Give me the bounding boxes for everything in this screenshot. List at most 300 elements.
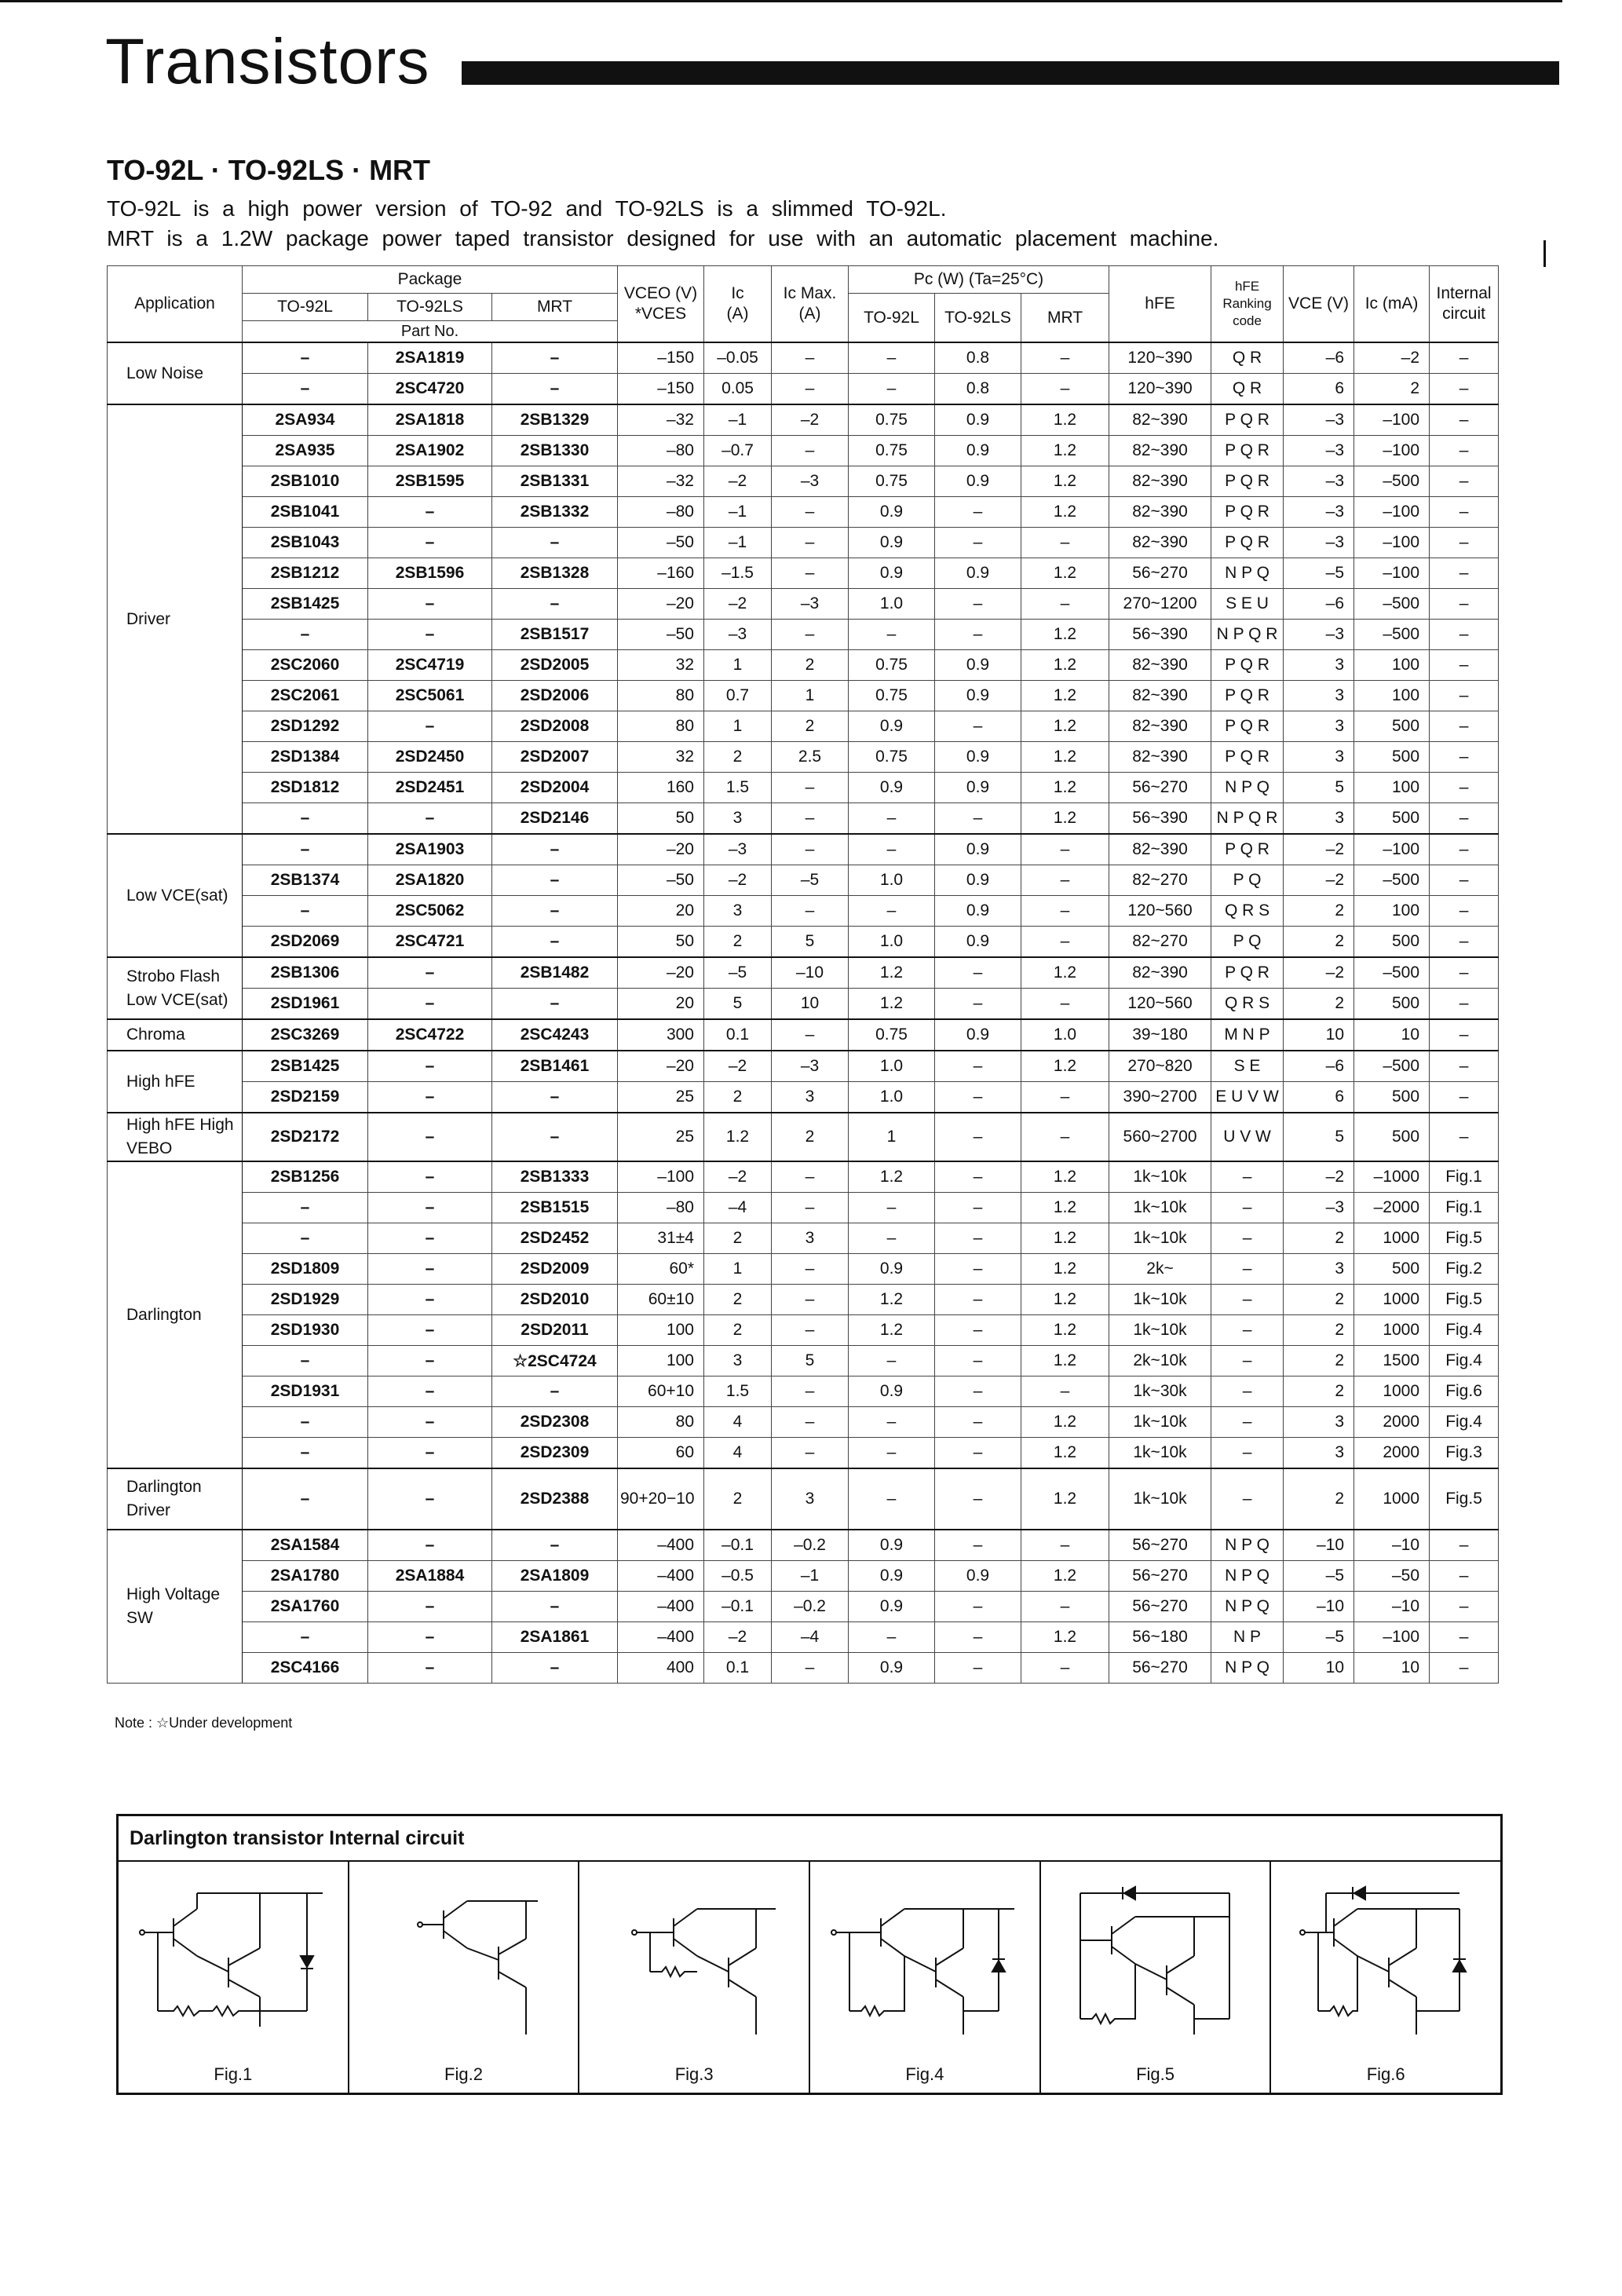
table-cell: 1.0 bbox=[849, 589, 935, 620]
table-cell: N P Q bbox=[1211, 1592, 1284, 1622]
table-row bbox=[108, 773, 1499, 803]
table-cell: 80 bbox=[618, 1407, 704, 1438]
table-cell: 0.05 bbox=[704, 374, 772, 405]
table-cell: 0.75 bbox=[849, 650, 935, 681]
table-cell: 2SB1041 bbox=[243, 497, 368, 528]
table-cell: 82~270 bbox=[1109, 927, 1211, 958]
table-cell: 1.2 bbox=[1021, 803, 1109, 835]
table-cell: – bbox=[935, 1622, 1021, 1653]
table-cell: – bbox=[368, 1377, 492, 1407]
table-cell: 2SA1780 bbox=[243, 1561, 368, 1592]
fig-1 bbox=[119, 1862, 349, 2094]
table-cell: Fig.5 bbox=[1430, 1223, 1499, 1254]
table-cell: – bbox=[368, 1530, 492, 1561]
table-cell: –3 bbox=[1284, 528, 1354, 558]
table-cell: – bbox=[1211, 1254, 1284, 1285]
table-cell: – bbox=[1430, 374, 1499, 405]
table-cell: 1.2 bbox=[1021, 681, 1109, 711]
table-cell: 2SD1812 bbox=[243, 773, 368, 803]
table-cell: 82~390 bbox=[1109, 957, 1211, 989]
table-cell: 0.9 bbox=[935, 436, 1021, 466]
table-cell: – bbox=[243, 803, 368, 835]
table-cell: – bbox=[368, 1315, 492, 1346]
table-cell: E U V W bbox=[1211, 1082, 1284, 1113]
table-cell: – bbox=[1430, 681, 1499, 711]
table-cell: –400 bbox=[618, 1592, 704, 1622]
table-cell: M N P bbox=[1211, 1019, 1284, 1051]
table-cell: – bbox=[1430, 589, 1499, 620]
table-row bbox=[108, 742, 1499, 773]
table-cell: 82~390 bbox=[1109, 742, 1211, 773]
table-row bbox=[108, 558, 1499, 589]
table-cell: 82~390 bbox=[1109, 404, 1211, 436]
table-cell: –5 bbox=[1284, 1622, 1354, 1653]
table-cell: 0.9 bbox=[849, 1377, 935, 1407]
table-cell: 20 bbox=[618, 896, 704, 927]
col-hfe: hFE bbox=[1109, 266, 1211, 343]
table-cell: –100 bbox=[1354, 436, 1430, 466]
table-cell: 1.2 bbox=[849, 1161, 935, 1193]
table-cell: – bbox=[849, 1468, 935, 1530]
table-cell: – bbox=[1211, 1407, 1284, 1438]
table-cell: – bbox=[935, 1285, 1021, 1315]
table-cell: –2 bbox=[704, 589, 772, 620]
table-cell: 0.9 bbox=[935, 834, 1021, 865]
table-cell: 1.2 bbox=[1021, 436, 1109, 466]
table-row bbox=[108, 1051, 1499, 1082]
col-to92ls: TO-92LS bbox=[368, 294, 492, 321]
table-cell: 1.2 bbox=[1021, 497, 1109, 528]
col-hfe-rank bbox=[1211, 266, 1284, 343]
table-cell: – bbox=[849, 1223, 935, 1254]
table-cell: – bbox=[935, 803, 1021, 835]
fig-3-schematic bbox=[587, 1870, 799, 2042]
table-cell: 2SD2146 bbox=[492, 803, 618, 835]
table-cell: – bbox=[368, 1468, 492, 1530]
table-cell: 56~270 bbox=[1109, 1653, 1211, 1684]
table-row bbox=[108, 989, 1499, 1020]
table-cell: 500 bbox=[1354, 1113, 1430, 1161]
table-cell: – bbox=[772, 497, 849, 528]
fig-3 bbox=[579, 1862, 810, 2094]
table-cell: –5 bbox=[772, 865, 849, 896]
table-cell: 2 bbox=[704, 742, 772, 773]
table-cell: 0.75 bbox=[849, 404, 935, 436]
table-cell: – bbox=[1021, 589, 1109, 620]
table-cell: – bbox=[368, 1193, 492, 1223]
table-cell: – bbox=[935, 1346, 1021, 1377]
table-cell: 1k~10k bbox=[1109, 1468, 1211, 1530]
table-cell: 2SD1384 bbox=[243, 742, 368, 773]
table-cell: – bbox=[368, 528, 492, 558]
table-cell: 56~390 bbox=[1109, 803, 1211, 835]
table-cell: –0.5 bbox=[704, 1561, 772, 1592]
table-cell: – bbox=[1430, 865, 1499, 896]
table-cell: 1.2 bbox=[1021, 1407, 1109, 1438]
table-cell: – bbox=[849, 1622, 935, 1653]
table-cell: –1 bbox=[772, 1561, 849, 1592]
table-row bbox=[108, 865, 1499, 896]
table-row bbox=[108, 1346, 1499, 1377]
col-hfe-rank-line1: hFE bbox=[1234, 279, 1260, 294]
table-cell: 2k~10k bbox=[1109, 1346, 1211, 1377]
table-cell: –1 bbox=[704, 497, 772, 528]
table-cell: Q R S bbox=[1211, 896, 1284, 927]
table-cell: – bbox=[849, 896, 935, 927]
table-cell: –80 bbox=[618, 436, 704, 466]
table-cell: –500 bbox=[1354, 466, 1430, 497]
col-pc-mrt: MRT bbox=[1021, 294, 1109, 343]
table-cell: – bbox=[368, 957, 492, 989]
table-cell: –3 bbox=[1284, 497, 1354, 528]
table-cell: –6 bbox=[1284, 342, 1354, 374]
table-cell: 2SC4166 bbox=[243, 1653, 368, 1684]
table-cell: 2SB1331 bbox=[492, 466, 618, 497]
table-cell: – bbox=[1021, 342, 1109, 374]
table-cell: –5 bbox=[1284, 1561, 1354, 1592]
table-cell: 2SB1374 bbox=[243, 865, 368, 896]
table-cell: –2 bbox=[1284, 834, 1354, 865]
table-cell: – bbox=[492, 1082, 618, 1113]
table-cell: –10 bbox=[772, 957, 849, 989]
application-cell: Driver bbox=[108, 404, 243, 834]
table-cell: 2SB1515 bbox=[492, 1193, 618, 1223]
table-cell: 0.9 bbox=[935, 681, 1021, 711]
table-cell: 2SB1517 bbox=[492, 620, 618, 650]
table-cell: 1.5 bbox=[704, 1377, 772, 1407]
table-cell: –100 bbox=[618, 1161, 704, 1193]
table-cell: – bbox=[935, 1161, 1021, 1193]
col-icmax bbox=[772, 266, 849, 343]
table-cell: – bbox=[1021, 374, 1109, 405]
col-ic-ma: Ic (mA) bbox=[1354, 266, 1430, 343]
table-cell: 2SD2007 bbox=[492, 742, 618, 773]
table-cell: 80 bbox=[618, 711, 704, 742]
table-cell: – bbox=[772, 528, 849, 558]
table-cell: 120~560 bbox=[1109, 896, 1211, 927]
table-cell: 2 bbox=[1284, 1377, 1354, 1407]
table-cell: – bbox=[1021, 1653, 1109, 1684]
table-row bbox=[108, 589, 1499, 620]
table-row bbox=[108, 957, 1499, 989]
table-cell: 1.2 bbox=[1021, 558, 1109, 589]
table-cell: – bbox=[1430, 497, 1499, 528]
table-cell: P Q R bbox=[1211, 650, 1284, 681]
fig-4-schematic bbox=[818, 1870, 1030, 2042]
table-cell: 2SC4243 bbox=[492, 1019, 618, 1051]
table-cell: 1k~10k bbox=[1109, 1223, 1211, 1254]
table-cell: 500 bbox=[1354, 989, 1430, 1020]
table-cell: 0.75 bbox=[849, 466, 935, 497]
table-cell: 50 bbox=[618, 803, 704, 835]
table-cell: – bbox=[935, 1592, 1021, 1622]
table-cell: 0.75 bbox=[849, 681, 935, 711]
table-cell: Fig.4 bbox=[1430, 1346, 1499, 1377]
table-cell: –500 bbox=[1354, 957, 1430, 989]
table-cell: – bbox=[368, 1051, 492, 1082]
table-row bbox=[108, 436, 1499, 466]
table-cell: 2SD2309 bbox=[492, 1438, 618, 1469]
table-cell: 1000 bbox=[1354, 1377, 1430, 1407]
table-cell: 10 bbox=[1284, 1653, 1354, 1684]
table-cell: 1.2 bbox=[1021, 1561, 1109, 1592]
table-cell: – bbox=[243, 342, 368, 374]
table-cell: –50 bbox=[618, 620, 704, 650]
table-cell: 2 bbox=[772, 1113, 849, 1161]
table-cell: –4 bbox=[772, 1622, 849, 1653]
table-cell: – bbox=[935, 1407, 1021, 1438]
table-row bbox=[108, 803, 1499, 835]
table-cell: 2SB1425 bbox=[243, 589, 368, 620]
table-cell: –20 bbox=[618, 834, 704, 865]
table-cell: 82~390 bbox=[1109, 711, 1211, 742]
table-cell: P Q R bbox=[1211, 742, 1284, 773]
table-cell: –10 bbox=[1354, 1592, 1430, 1622]
table-row bbox=[108, 1113, 1499, 1161]
table-cell: –20 bbox=[618, 589, 704, 620]
table-cell: 2SD2008 bbox=[492, 711, 618, 742]
table-cell: –500 bbox=[1354, 1051, 1430, 1082]
table-cell: 2000 bbox=[1354, 1438, 1430, 1469]
table-cell: 1.2 bbox=[1021, 1346, 1109, 1377]
table-cell: – bbox=[492, 1592, 618, 1622]
table-cell: – bbox=[243, 620, 368, 650]
col-internal bbox=[1430, 266, 1499, 343]
fig-5-schematic bbox=[1049, 1870, 1261, 2042]
table-cell: 1 bbox=[704, 1254, 772, 1285]
table-cell: –5 bbox=[704, 957, 772, 989]
table-cell: 1.2 bbox=[1021, 1254, 1109, 1285]
table-cell: 270~820 bbox=[1109, 1051, 1211, 1082]
table-cell: 2SC5061 bbox=[368, 681, 492, 711]
table-cell: – bbox=[368, 1223, 492, 1254]
table-cell: 56~390 bbox=[1109, 620, 1211, 650]
table-cell: 2SB1306 bbox=[243, 957, 368, 989]
table-cell: 82~390 bbox=[1109, 681, 1211, 711]
table-cell: –6 bbox=[1284, 1051, 1354, 1082]
col-mrt: MRT bbox=[492, 294, 618, 321]
table-cell: 1.2 bbox=[1021, 1438, 1109, 1469]
table-row bbox=[108, 620, 1499, 650]
table-cell: – bbox=[1021, 896, 1109, 927]
table-cell: –0.1 bbox=[704, 1530, 772, 1561]
table-cell: – bbox=[935, 1530, 1021, 1561]
table-cell: – bbox=[1430, 957, 1499, 989]
table-cell: – bbox=[772, 342, 849, 374]
table-cell: 500 bbox=[1354, 1082, 1430, 1113]
table-cell: – bbox=[492, 1530, 618, 1561]
table-cell: 2SC4720 bbox=[368, 374, 492, 405]
table-cell: 1.2 bbox=[849, 989, 935, 1020]
top-rule bbox=[0, 0, 1562, 2]
table-row bbox=[108, 711, 1499, 742]
table-cell: 2 bbox=[1284, 927, 1354, 958]
table-cell: 0.9 bbox=[935, 466, 1021, 497]
table-row bbox=[108, 1438, 1499, 1469]
table-cell: P Q R bbox=[1211, 497, 1284, 528]
table-cell: 1 bbox=[704, 650, 772, 681]
table-cell: N P Q bbox=[1211, 773, 1284, 803]
table-cell: 0.1 bbox=[704, 1019, 772, 1051]
table-cell: – bbox=[772, 1193, 849, 1223]
table-cell: –2 bbox=[704, 1051, 772, 1082]
table-cell: 2k~ bbox=[1109, 1254, 1211, 1285]
col-hfe-rank-line2: Ranking code bbox=[1222, 296, 1272, 328]
table-cell: – bbox=[849, 834, 935, 865]
table-cell: 1.2 bbox=[1021, 1315, 1109, 1346]
footnote: Note : ☆Under development bbox=[115, 1715, 293, 1731]
table-cell: 1.5 bbox=[704, 773, 772, 803]
table-cell: – bbox=[935, 1438, 1021, 1469]
table-cell: – bbox=[368, 1113, 492, 1161]
table-cell: Fig.4 bbox=[1430, 1407, 1499, 1438]
table-cell: – bbox=[1021, 1082, 1109, 1113]
page-title: Transistors bbox=[105, 26, 430, 97]
table-cell: 60 bbox=[618, 1438, 704, 1469]
table-cell: 2SD2308 bbox=[492, 1407, 618, 1438]
table-cell: 560~2700 bbox=[1109, 1113, 1211, 1161]
table-cell: – bbox=[935, 1653, 1021, 1684]
table-cell: 39~180 bbox=[1109, 1019, 1211, 1051]
table-cell: 0.75 bbox=[849, 742, 935, 773]
table-cell: 2SA935 bbox=[243, 436, 368, 466]
table-cell: 2SD2009 bbox=[492, 1254, 618, 1285]
table-cell: 2SD1931 bbox=[243, 1377, 368, 1407]
table-cell: – bbox=[772, 773, 849, 803]
table-cell: Q R S bbox=[1211, 989, 1284, 1020]
table-cell: – bbox=[1430, 466, 1499, 497]
table-cell: – bbox=[243, 1407, 368, 1438]
fig-3-caption: Fig.3 bbox=[674, 2064, 714, 2084]
table-cell: – bbox=[772, 1315, 849, 1346]
fig-2 bbox=[349, 1862, 580, 2094]
table-cell: 2 bbox=[1284, 1468, 1354, 1530]
description-line-1: TO-92L is a high power version of TO-92 and TO-92LS is a slimmed TO-92L. bbox=[107, 196, 947, 221]
table-cell: –3 bbox=[1284, 620, 1354, 650]
table-cell: 32 bbox=[618, 650, 704, 681]
fig-6-caption: Fig.6 bbox=[1366, 2064, 1405, 2084]
col-pc-to92ls: TO-92LS bbox=[935, 294, 1021, 343]
table-cell: P Q R bbox=[1211, 466, 1284, 497]
table-cell: 56~180 bbox=[1109, 1622, 1211, 1653]
table-cell: –100 bbox=[1354, 1622, 1430, 1653]
table-cell: – bbox=[368, 1161, 492, 1193]
table-cell: – bbox=[368, 1438, 492, 1469]
table-cell: –4 bbox=[704, 1193, 772, 1223]
table-cell: – bbox=[1430, 1113, 1499, 1161]
table-cell: P Q R bbox=[1211, 957, 1284, 989]
table-cell: –3 bbox=[704, 620, 772, 650]
table-cell: – bbox=[1021, 1592, 1109, 1622]
table-cell: 0.9 bbox=[935, 558, 1021, 589]
table-cell: 3 bbox=[1284, 650, 1354, 681]
table-cell: 100 bbox=[1354, 896, 1430, 927]
table-cell: –100 bbox=[1354, 558, 1430, 589]
table-cell: – bbox=[1021, 1113, 1109, 1161]
table-cell: 0.7 bbox=[704, 681, 772, 711]
table-cell: 20 bbox=[618, 989, 704, 1020]
table-cell: 0.9 bbox=[849, 1653, 935, 1684]
table-cell: N P Q bbox=[1211, 1653, 1284, 1684]
col-pc: Pc (W) (Ta=25°C) bbox=[849, 266, 1109, 294]
table-cell: 2 bbox=[1284, 1346, 1354, 1377]
table-cell: 2SD2005 bbox=[492, 650, 618, 681]
table-cell: ☆2SC4724 bbox=[492, 1346, 618, 1377]
table-cell: – bbox=[1211, 1315, 1284, 1346]
table-cell: 0.9 bbox=[849, 558, 935, 589]
table-cell: – bbox=[1211, 1161, 1284, 1193]
table-cell: 2SD2388 bbox=[492, 1468, 618, 1530]
table-cell: 3 bbox=[704, 803, 772, 835]
fig-6 bbox=[1271, 1862, 1500, 2094]
table-cell: 2SB1212 bbox=[243, 558, 368, 589]
table-cell: 2SD2069 bbox=[243, 927, 368, 958]
table-cell: 1 bbox=[772, 681, 849, 711]
table-cell: 1.0 bbox=[849, 865, 935, 896]
table-cell: 300 bbox=[618, 1019, 704, 1051]
table-cell: – bbox=[1211, 1346, 1284, 1377]
table-cell: 0.9 bbox=[935, 1561, 1021, 1592]
table-cell: 1 bbox=[849, 1113, 935, 1161]
table-cell: – bbox=[368, 1592, 492, 1622]
table-cell: 160 bbox=[618, 773, 704, 803]
table-cell: –32 bbox=[618, 466, 704, 497]
table-cell: 10 bbox=[1284, 1019, 1354, 1051]
table-cell: 0.9 bbox=[935, 1019, 1021, 1051]
table-cell: 82~270 bbox=[1109, 865, 1211, 896]
table-cell: 0.9 bbox=[849, 711, 935, 742]
table-cell: 56~270 bbox=[1109, 773, 1211, 803]
table-cell: –0.7 bbox=[704, 436, 772, 466]
table-cell: 2SD2452 bbox=[492, 1223, 618, 1254]
table-cell: 1.0 bbox=[1021, 1019, 1109, 1051]
table-cell: 1000 bbox=[1354, 1468, 1430, 1530]
table-cell: – bbox=[935, 1051, 1021, 1082]
margin-mark bbox=[1543, 240, 1546, 267]
table-cell: – bbox=[772, 1407, 849, 1438]
table-cell: 1.2 bbox=[1021, 1285, 1109, 1315]
table-cell: 2SC5062 bbox=[368, 896, 492, 927]
table-cell: 2 bbox=[1284, 896, 1354, 927]
table-cell: – bbox=[1430, 1019, 1499, 1051]
table-cell: –100 bbox=[1354, 404, 1430, 436]
table-cell: 0.8 bbox=[935, 342, 1021, 374]
table-cell: 2 bbox=[1284, 989, 1354, 1020]
table-cell: – bbox=[1430, 742, 1499, 773]
table-cell: –20 bbox=[618, 1051, 704, 1082]
table-cell: –500 bbox=[1354, 589, 1430, 620]
table-row bbox=[108, 1082, 1499, 1113]
table-row bbox=[108, 342, 1499, 374]
table-cell: 2SB1482 bbox=[492, 957, 618, 989]
table-cell: – bbox=[772, 374, 849, 405]
table-cell: 2 bbox=[704, 1468, 772, 1530]
table-cell: 5 bbox=[772, 1346, 849, 1377]
table-cell: –400 bbox=[618, 1530, 704, 1561]
table-cell: – bbox=[772, 1019, 849, 1051]
table-cell: – bbox=[368, 1254, 492, 1285]
table-cell: – bbox=[243, 896, 368, 927]
table-cell: 10 bbox=[1354, 1653, 1430, 1684]
table-cell: 0.75 bbox=[849, 1019, 935, 1051]
table-cell: 82~390 bbox=[1109, 834, 1211, 865]
table-cell: 1 bbox=[704, 711, 772, 742]
table-cell: 1.2 bbox=[1021, 404, 1109, 436]
table-cell: 50 bbox=[618, 927, 704, 958]
table-cell: – bbox=[772, 1161, 849, 1193]
table-cell: – bbox=[1430, 1530, 1499, 1561]
table-cell: 2SA1819 bbox=[368, 342, 492, 374]
